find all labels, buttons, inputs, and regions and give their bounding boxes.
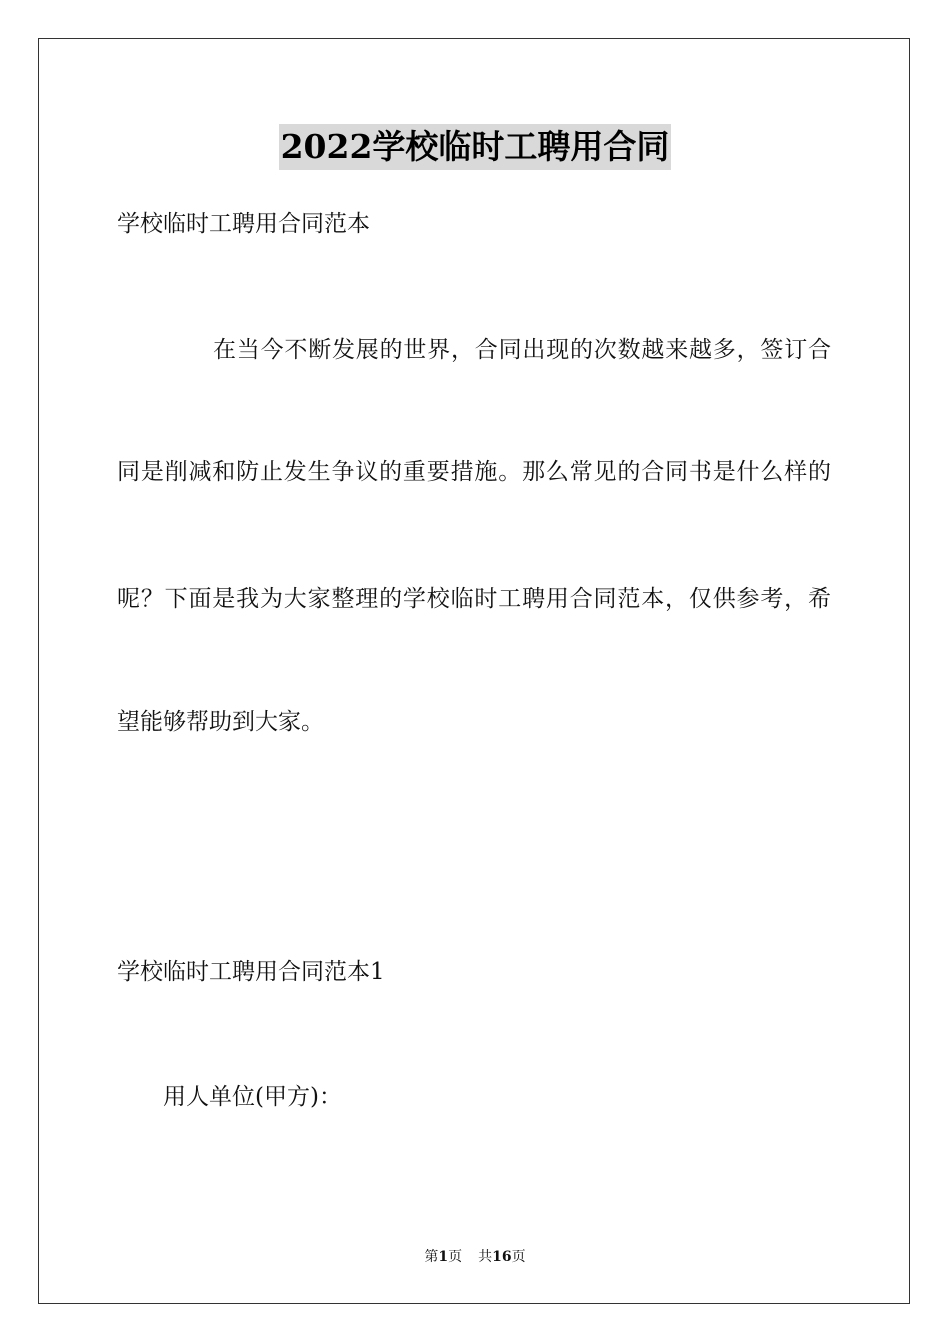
footer-total-suffix: 页 bbox=[511, 1249, 526, 1265]
page-footer bbox=[0, 1248, 950, 1266]
title-container bbox=[0, 124, 950, 170]
intro-line-2: 同是削减和防止发生争议的重要措施。那么常见的合同书是什么样的 bbox=[117, 459, 831, 485]
footer-page-number: 1 bbox=[438, 1249, 449, 1265]
document-title: 2022学校临时工聘用合同 bbox=[279, 124, 672, 170]
intro-line-3: 呢？下面是我为大家整理的学校临时工聘用合同范本，仅供参考，希 bbox=[117, 586, 831, 612]
intro-line-4: 望能够帮助到大家。 bbox=[117, 709, 324, 735]
footer-total-pages: 16 bbox=[492, 1249, 512, 1265]
footer-page-suffix: 页 bbox=[448, 1249, 463, 1265]
document-subtitle: 学校临时工聘用合同范本 bbox=[117, 211, 370, 237]
section-heading: 学校临时工聘用合同范本1 bbox=[117, 959, 385, 985]
footer-page-prefix: 第 bbox=[424, 1249, 439, 1265]
footer-total-prefix: 共 bbox=[478, 1249, 493, 1265]
intro-line-1: 在当今不断发展的世界，合同出现的次数越来越多，签订合 bbox=[213, 337, 831, 363]
party-a-label: 用人单位(甲方)： bbox=[163, 1084, 342, 1110]
